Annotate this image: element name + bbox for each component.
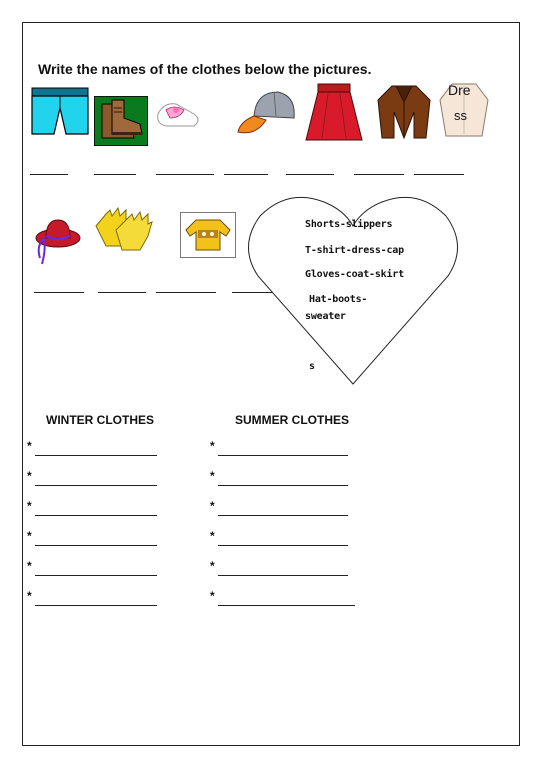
winter-answer-line <box>35 485 157 486</box>
answer-blank <box>354 174 404 175</box>
summer-answer-line <box>218 455 348 456</box>
shorts-icon <box>30 86 90 138</box>
answer-blank <box>156 174 214 175</box>
answer-blank <box>286 174 334 175</box>
coat-icon <box>374 82 434 142</box>
bullet: * <box>210 589 215 603</box>
heart-line: s <box>309 361 315 372</box>
winter-answer-line <box>35 455 157 456</box>
answer-blank <box>414 174 464 175</box>
bullet: * <box>27 589 32 603</box>
boots-icon <box>94 96 148 146</box>
heart-line: Hat-boots- <box>309 294 368 305</box>
winter-heading: WINTER CLOTHES <box>46 413 154 427</box>
summer-answer-line <box>218 515 348 516</box>
dress-label-bottom: ss <box>454 108 467 123</box>
answer-blank <box>94 174 136 175</box>
bullet: * <box>210 469 215 483</box>
answer-blank <box>98 292 146 293</box>
bullet: * <box>27 469 32 483</box>
bullet: * <box>210 499 215 513</box>
bullet: * <box>27 529 32 543</box>
answer-blank <box>34 292 84 293</box>
bullet: * <box>27 439 32 453</box>
answer-blank <box>30 174 68 175</box>
winter-answer-line <box>35 605 157 606</box>
dress-label-top: Dre <box>448 82 471 98</box>
summer-answer-line <box>218 605 355 606</box>
worksheet-title: Write the names of the clothes below the pictures. <box>38 61 372 77</box>
summer-answer-line <box>218 575 348 576</box>
bullet: * <box>210 439 215 453</box>
heart-line: Shorts-slippers <box>305 219 393 230</box>
bullet: * <box>210 529 215 543</box>
winter-answer-line <box>35 515 157 516</box>
cap-icon <box>236 86 300 138</box>
summer-answer-line <box>218 485 348 486</box>
heart-line: T-shirt-dress-cap <box>305 245 404 256</box>
summer-answer-line <box>218 545 348 546</box>
answer-blank <box>224 174 268 175</box>
hat-icon <box>32 208 86 266</box>
skirt-icon <box>304 82 364 144</box>
bullet: * <box>27 559 32 573</box>
answer-blank <box>156 292 216 293</box>
bullet: * <box>27 499 32 513</box>
summer-heading: SUMMER CLOTHES <box>235 413 349 427</box>
bullet: * <box>210 559 215 573</box>
slippers-icon <box>154 96 204 132</box>
heart-line: sweater <box>305 311 346 322</box>
gloves-icon <box>92 206 154 254</box>
winter-answer-line <box>35 575 157 576</box>
sweater-icon <box>184 216 232 254</box>
winter-answer-line <box>35 545 157 546</box>
heart-line: Gloves-coat-skirt <box>305 269 404 280</box>
